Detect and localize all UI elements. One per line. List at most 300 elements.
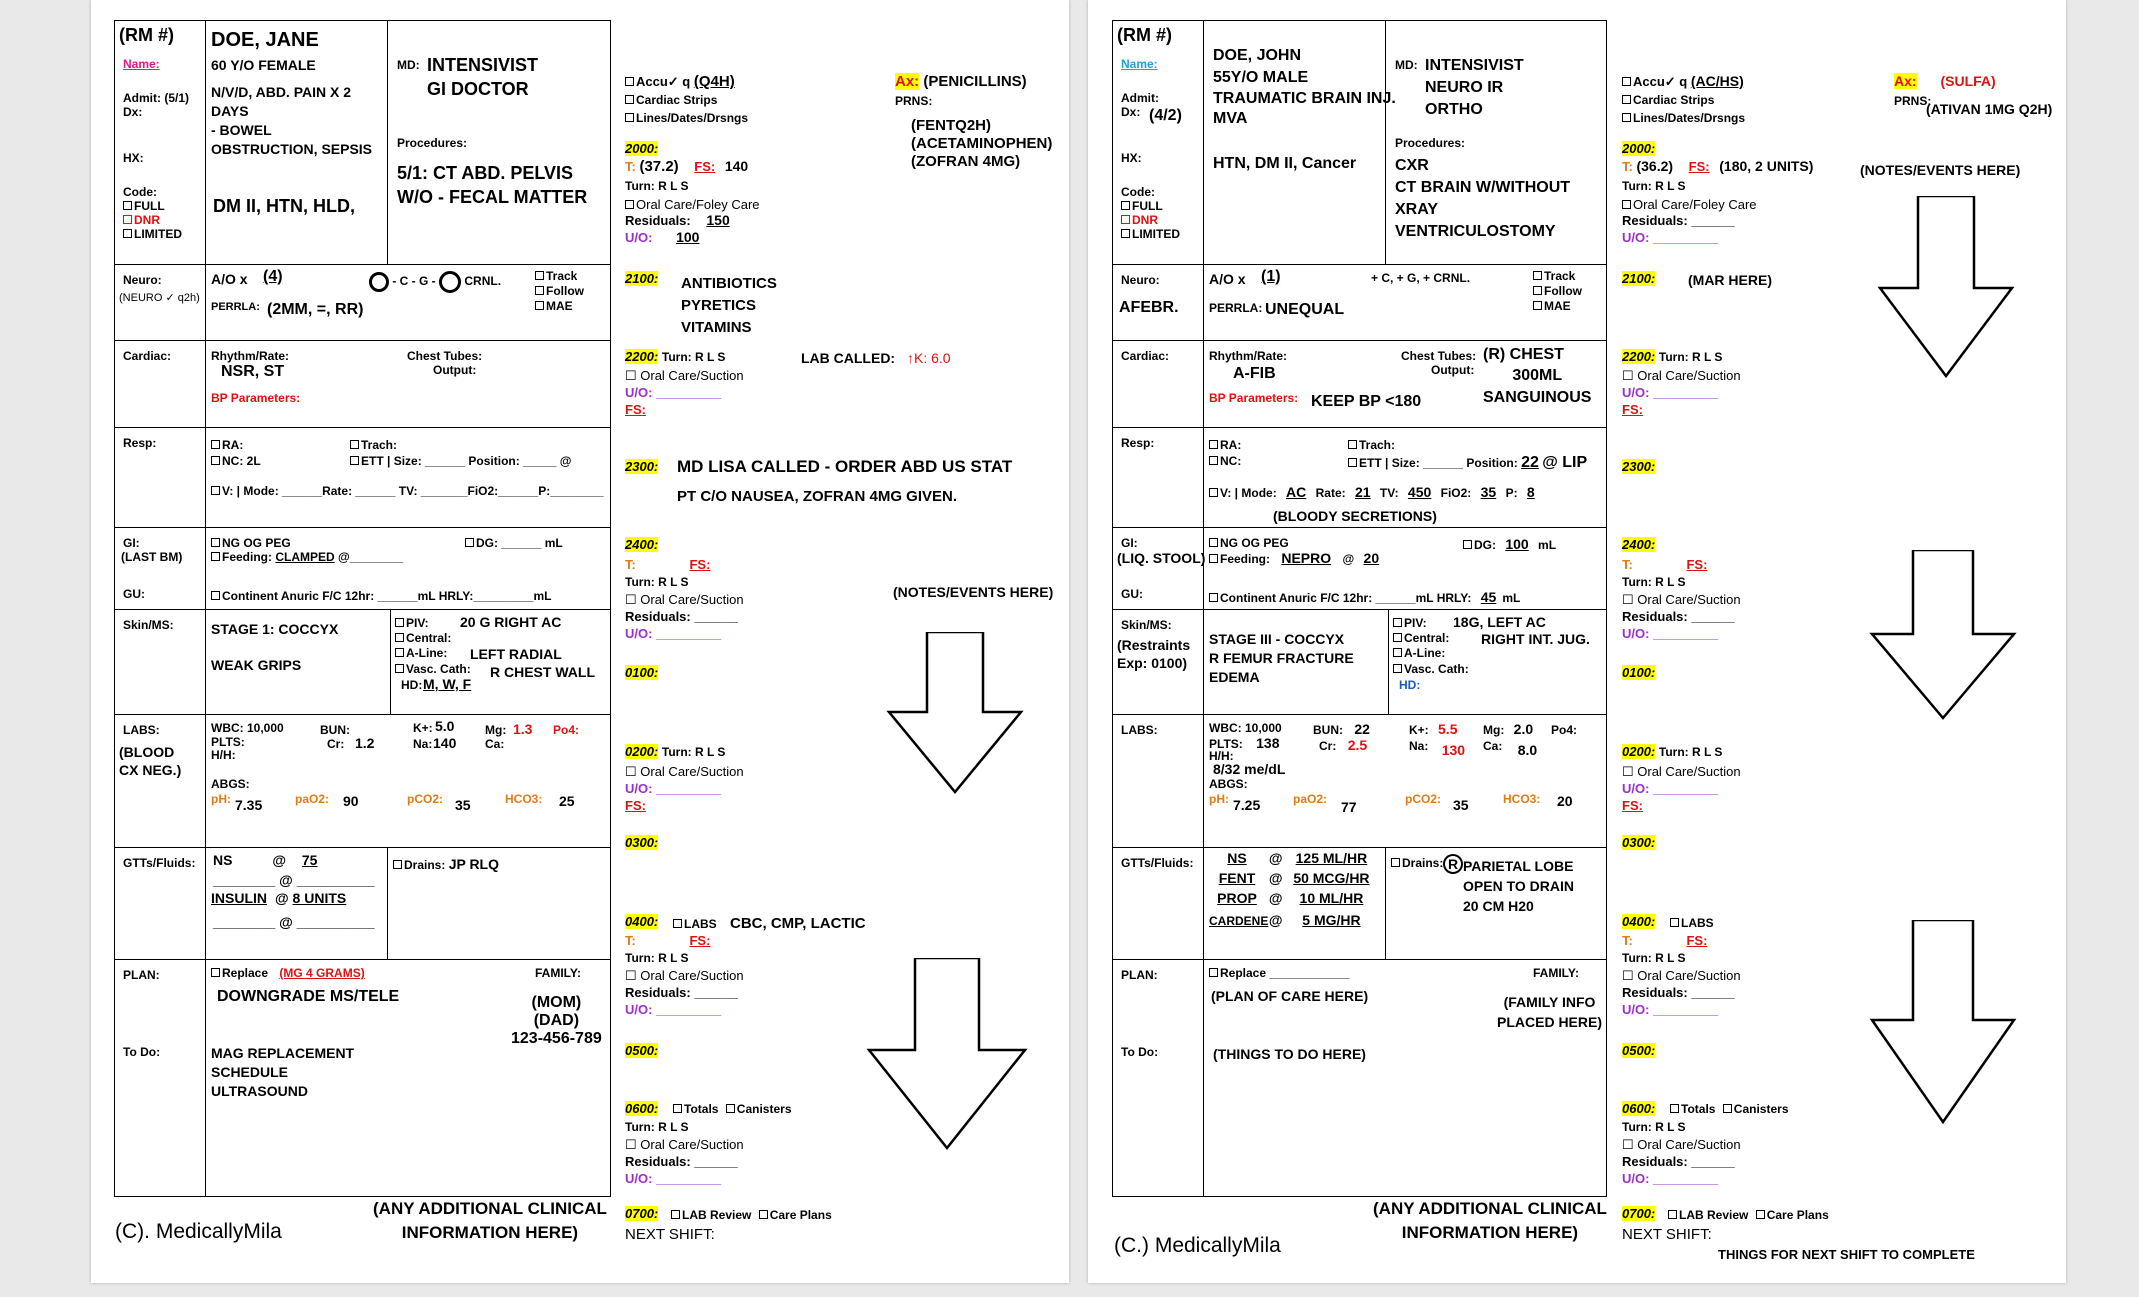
t2000-temp-value: (37.2): [639, 158, 679, 175]
col-divider: [1203, 610, 1204, 715]
skin-text: STAGE III - COCCYX R FEMUR FRACTURE EDEMA: [1209, 631, 1354, 685]
skin-text: STAGE 1: COCCYX WEAK GRIPS: [211, 621, 339, 673]
ax-label-text: Ax:: [895, 73, 920, 90]
t0400-residuals: Residuals: ______: [1622, 985, 1735, 1000]
room-number: (RM #): [119, 25, 174, 45]
left-sheet: [91, 0, 1069, 1283]
bp-params-label: BP Parameters:: [211, 391, 301, 405]
t0200-fs: FS:: [625, 798, 646, 813]
gu-ml: mL: [1502, 591, 1521, 605]
gu-line[interactable]: Continent Anuric F/C 12hr: ______mL HRLY:_________mL: [211, 589, 551, 603]
cr: Cr: 2.5: [1319, 737, 1368, 753]
next-shift: NEXT SHIFT:: [1622, 1226, 1712, 1243]
p-value: 8: [1526, 484, 1535, 500]
col-divider: [1203, 960, 1204, 1197]
t2000-residuals: Residuals: ______: [1622, 213, 1735, 228]
family-label: FAMILY:: [1533, 966, 1580, 980]
vasc-value: R CHEST WALL: [490, 664, 595, 680]
t0600-residuals: Residuals: ______: [1622, 1154, 1735, 1169]
replace-check[interactable]: Replace ____________: [1209, 966, 1349, 980]
col-divider: [205, 848, 206, 960]
t0600-totals[interactable]: Totals Canisters: [1670, 1101, 1789, 1118]
drains-check[interactable]: Drains:: [1391, 856, 1443, 870]
family-text: (FAMILY INFO PLACED HERE): [1497, 994, 1603, 1030]
gtt-value: 10 ML/HR: [1299, 890, 1364, 906]
nc-check[interactable]: NC:: [1209, 454, 1241, 468]
wbc: WBC: 10,000: [1209, 721, 1282, 735]
patient-age: 60 Y/O FEMALE: [211, 57, 316, 73]
labs-label: LABS:: [123, 723, 160, 737]
ao-value: (4): [263, 268, 283, 285]
rate-label: Rate:: [1315, 486, 1346, 500]
drains-check[interactable]: Drains: JP RLQ: [393, 856, 499, 872]
header-row: [1113, 21, 1606, 264]
canisters-label: Canisters: [1733, 1102, 1789, 1116]
gtts-row: [1113, 847, 1606, 960]
ph: pH:: [211, 792, 231, 806]
abgs: ABGS:: [1209, 777, 1248, 791]
nc-check[interactable]: NC: 2L: [211, 454, 261, 468]
cardiac-row: [115, 340, 610, 428]
gu-row: [115, 583, 610, 609]
t0400-oral[interactable]: ☐ Oral Care/Suction: [625, 968, 744, 983]
k: K+: 5.5: [1409, 721, 1458, 737]
bun: BUN: 22: [1313, 721, 1370, 737]
code-limited[interactable]: LIMITED: [1121, 227, 1180, 241]
cr: Cr:: [327, 737, 345, 751]
t0400-uo: U/O: _________: [625, 1002, 722, 1017]
t0700-review[interactable]: LAB Review Care Plans: [1668, 1207, 1829, 1224]
ett-check[interactable]: ETT | Size: ______ Position: _____ @: [350, 454, 571, 468]
t2100-text: ANTIBIOTICS PYRETICS VITAMINS: [681, 275, 777, 336]
fs-label: FS:: [694, 159, 716, 174]
gi-row: [1113, 527, 1606, 584]
rate-value: 21: [1354, 484, 1371, 500]
ng-og-peg[interactable]: NG OG PEG: [1209, 536, 1289, 550]
left-grid: [114, 20, 611, 1197]
hh-value: 8/32 me/dL: [1213, 761, 1286, 777]
central-value: RIGHT INT. JUG.: [1481, 631, 1590, 647]
time-0600: 0600:: [1622, 1101, 1656, 1116]
gtt-2-value: 8 UNITS: [292, 890, 347, 906]
ph-value: 7.25: [1233, 797, 1261, 813]
time-2200: 2200: Turn: R L S: [625, 349, 726, 364]
header-row: [115, 21, 610, 264]
resp-row: [1113, 427, 1606, 528]
gtt-name: CARDENE: [1209, 914, 1269, 928]
t2200-uo: U/O: _________: [1622, 385, 1719, 400]
dg-check[interactable]: DG: 100 mL: [1463, 536, 1556, 552]
drains-value: JP RLQ: [448, 856, 499, 872]
abgs: ABGS:: [211, 777, 250, 791]
skin-sub: (Restraints Exp: 0100): [1117, 637, 1191, 671]
gtt-label: GTTs/Fluids:: [1121, 856, 1194, 870]
labs-sub: (BLOOD CX NEG.): [119, 744, 182, 778]
gtt-label: GTTs/Fluids:: [123, 856, 196, 870]
bloody-secretions: (BLOODY SECRETIONS): [1273, 508, 1437, 524]
time-2400: 2400:: [1622, 537, 1656, 552]
time-2400: 2400:: [625, 537, 659, 552]
code-full[interactable]: FULL: [1121, 199, 1163, 213]
vasc-check[interactable]: Vasc. Cath:: [1393, 662, 1469, 676]
additional-info: (ANY ADDITIONAL CLINICAL INFORMATION HERE): [373, 1199, 607, 1242]
feeding-check[interactable]: Feeding: NEPRO @ 20: [1209, 550, 1379, 566]
ph-value: 7.35: [235, 797, 263, 813]
code-dnr[interactable]: DNR: [1121, 213, 1158, 227]
todo-label: To Do:: [1121, 1045, 1159, 1059]
gi-label: GI:: [123, 536, 140, 550]
ca: Ca:: [485, 737, 505, 751]
t0200-oral[interactable]: ☐ Oral Care/Suction: [625, 764, 744, 779]
code-dnr[interactable]: DNR: [123, 213, 160, 227]
dg-value: 100: [1505, 536, 1529, 552]
piv-check[interactable]: PIV:: [395, 616, 429, 630]
t0200-uo: U/O: _________: [625, 781, 722, 796]
gtt-1-value: 75: [301, 852, 318, 868]
t2300-text1: MD LISA CALLED - ORDER ABD US STAT: [677, 457, 1013, 476]
family-label: FAMILY:: [535, 966, 582, 980]
md-label: MD:: [397, 58, 420, 72]
t0400-turn: Turn: R L S: [1622, 951, 1686, 965]
col-divider-4: [1385, 848, 1386, 960]
t2000-fs-value: 140: [724, 158, 749, 174]
ra-check[interactable]: RA:: [211, 438, 243, 452]
t0400-labs[interactable]: LABS CBC, CMP, LACTIC: [673, 915, 866, 933]
gu-line[interactable]: Continent Anuric F/C 12hr: ______mL HRLY: 45 mL: [1209, 589, 1520, 605]
additional-info: (ANY ADDITIONAL CLINICAL INFORMATION HERE): [1373, 1199, 1607, 1242]
t2000-uo: U/O: _________: [1622, 230, 1719, 245]
track-check[interactable]: Track: [1533, 269, 1575, 283]
ao-label: A/O x: [1209, 271, 1246, 287]
down-arrow-icon: [1876, 196, 2016, 378]
resp-row: [115, 427, 610, 528]
copyright: (C.) MedicallyMila: [1114, 1234, 1281, 1257]
col-divider-3: [1388, 610, 1389, 715]
t2000-temp: T: (37.2) FS: 140: [625, 158, 749, 175]
fio2-value: 35: [1480, 484, 1497, 500]
mg-value: 1.3: [513, 721, 533, 737]
t2200-oral[interactable]: ☐ Oral Care/Suction: [625, 368, 744, 383]
prns-text: (ATIVAN 1MG Q2H): [1926, 101, 2053, 117]
central-check[interactable]: Central:: [1393, 631, 1449, 645]
vent-mode[interactable]: V: | Mode: ______Rate: ______ TV: _______FiO2:______P:________: [211, 484, 604, 498]
aline-check[interactable]: A-Line:: [395, 646, 447, 660]
gi-sub: (LAST BM): [121, 550, 183, 564]
feeding-value: CLAMPED: [275, 550, 335, 564]
output-label: Output:: [1431, 363, 1475, 377]
gtt-name: NS: [1227, 850, 1247, 866]
t0400-temp: T: FS:: [1622, 933, 1708, 948]
mae-check[interactable]: MAE: [535, 299, 573, 313]
fs-label: FS:: [1686, 557, 1708, 572]
lines-dates-check[interactable]: Lines/Dates/Drsngs: [625, 110, 748, 127]
col-divider: [1203, 265, 1204, 341]
t0700-review[interactable]: LAB Review Care Plans: [671, 1207, 832, 1224]
plan-text: DOWNGRADE MS/TELE: [217, 988, 400, 1005]
perrla-value: UNEQUAL: [1265, 301, 1345, 318]
bp-params-label: BP Parameters:: [1209, 391, 1299, 405]
k: K+:: [413, 721, 433, 735]
t0200-fs: FS:: [1622, 798, 1643, 813]
fs-label: FS:: [1686, 933, 1708, 948]
code-limited[interactable]: LIMITED: [123, 227, 182, 241]
accu-value: (Q4H): [693, 73, 735, 90]
cgp-text: - C - G -: [392, 274, 436, 289]
prns-label: PRNS:: [895, 94, 933, 108]
down-arrow-icon: [885, 632, 1025, 794]
gtt-item: PROP @ 10 ML/HR: [1209, 890, 1376, 912]
piv-check[interactable]: PIV:: [1393, 616, 1427, 630]
gtts-row: [115, 847, 610, 960]
hx-text: DM II, HTN, HLD,: [213, 196, 355, 216]
feeding-check[interactable]: Feeding: CLAMPED @________: [211, 550, 403, 564]
t0400-labs[interactable]: LABS: [1670, 915, 1714, 932]
t0600-residuals: Residuals: ______: [625, 1154, 738, 1169]
aline-check[interactable]: A-Line:: [1393, 646, 1445, 660]
mae-check[interactable]: MAE: [1533, 299, 1571, 313]
ax-label-text: Ax:: [1894, 73, 1917, 89]
fio2-label: FiO2:: [1440, 486, 1472, 500]
cardiac-strips-check[interactable]: Cardiac Strips: [625, 92, 717, 109]
gtt-name: PROP: [1217, 890, 1257, 906]
perrla-label: PERRLA:: [211, 301, 260, 313]
gu-row: [1113, 583, 1606, 609]
t2400-uo: U/O: _________: [625, 626, 722, 641]
trach-check[interactable]: Trach:: [1348, 438, 1395, 452]
pao2: paO2:: [1293, 792, 1328, 806]
name-label: Name:: [1121, 57, 1158, 71]
rhythm-value: NSR, ST: [221, 363, 285, 380]
p-label: P:: [1505, 486, 1518, 500]
gtt-blank-2: ________ @ __________: [213, 914, 375, 930]
gi-sub: (LIQ. STOOL): [1117, 550, 1206, 566]
next-shift-text: THINGS FOR NEXT SHIFT TO COMPLETE: [1718, 1247, 1975, 1262]
hco3: HCO3:: [505, 792, 543, 806]
k-value: 5.0: [435, 718, 455, 734]
cgp: [369, 271, 501, 293]
neuro-row: [115, 264, 610, 341]
lines-dates-check[interactable]: Lines/Dates/Drsngs: [1622, 110, 1745, 127]
rhythm-value: A-FIB: [1233, 365, 1276, 382]
procedures-text: CXR CT BRAIN W/WITHOUT XRAY VENTRICULOSTOMY: [1395, 157, 1571, 240]
procedures-label: Procedures:: [397, 136, 468, 150]
t2200-uo: U/O: _________: [625, 385, 722, 400]
t2000-residuals: Residuals: 150: [625, 212, 730, 228]
code-full[interactable]: FULL: [123, 199, 165, 213]
dg-check[interactable]: DG: ______ mL: [465, 536, 563, 550]
po4: Po4:: [1551, 723, 1578, 737]
t0400-labs-value: CBC, CMP, LACTIC: [730, 915, 866, 932]
time-0100: 0100:: [625, 665, 659, 680]
accu-check[interactable]: Accu✓ q (Q4H): [625, 73, 735, 90]
plts: PLTS: 138: [1209, 735, 1280, 751]
admit-dx-label: Admit: Dx:: [1121, 91, 1159, 119]
t2400-uo: U/O: _________: [1622, 626, 1719, 641]
t0400-oral[interactable]: ☐ Oral Care/Suction: [1622, 968, 1741, 983]
canisters-label: Canisters: [736, 1102, 792, 1116]
vasc-check[interactable]: Vasc. Cath:: [395, 662, 471, 676]
t2000-turn: Turn: R L S: [1622, 179, 1686, 193]
ax-label: [1894, 73, 1996, 90]
t0400-residuals: Residuals: ______: [625, 985, 738, 1000]
name-label: Name:: [123, 57, 160, 71]
col-divider: [205, 265, 206, 341]
col-divider: [205, 21, 206, 264]
col-divider: [1203, 715, 1204, 848]
t0200-uo: U/O: _________: [1622, 781, 1719, 796]
hco3-value: 25: [559, 793, 575, 809]
labs-row: [1113, 714, 1606, 848]
patient-age: 55Y/O MALE: [1213, 69, 1309, 86]
bp-value: KEEP BP <180: [1311, 393, 1422, 410]
code-label: Code:: [1121, 185, 1155, 199]
chest-tubes-value: (R) CHEST: [1483, 346, 1564, 363]
skin-label: Skin/MS:: [1121, 618, 1172, 632]
cardiac-strips-check[interactable]: Cardiac Strips: [1622, 92, 1714, 109]
vent-mode[interactable]: V: | Mode: AC Rate: 21 TV: 450 FiO2: 35 P: 8: [1209, 484, 1541, 500]
central-check[interactable]: Central:: [395, 631, 451, 645]
down-arrow-icon: [865, 958, 1029, 1150]
col-divider: [205, 610, 206, 715]
t0200-oral[interactable]: ☐ Oral Care/Suction: [1622, 764, 1741, 779]
crnl-text: CRNL.: [464, 274, 502, 289]
track-check[interactable]: Track: [535, 269, 577, 283]
patient-name: DOE, JOHN: [1213, 47, 1302, 64]
lab-called: LAB CALLED: ↑K: 6.0: [801, 350, 951, 366]
t2100-text: (MAR HERE): [1688, 272, 1772, 288]
time-0400: 0400:: [625, 914, 659, 929]
cr-value: 1.2: [355, 735, 375, 751]
t0400-uo: U/O: _________: [1622, 1002, 1719, 1017]
chest-tubes-label: Chest Tubes:: [1401, 349, 1477, 363]
time-0200: 0200: Turn: R L S: [625, 744, 726, 759]
t2000-turn: Turn: R L S: [625, 179, 689, 193]
labs-row: [115, 714, 610, 848]
gtt-item: FENT @ 50 MCG/HR: [1209, 870, 1376, 890]
todo-text: (THINGS TO DO HERE): [1213, 1046, 1366, 1062]
col-divider: [1203, 848, 1204, 960]
t2000-temp-value: (36.2): [1636, 158, 1674, 174]
rhythm-label: Rhythm/Rate:: [1209, 349, 1288, 363]
t0600-turn: Turn: R L S: [625, 1120, 689, 1134]
drains-r: R: [1443, 854, 1463, 874]
t2000-res-value: 150: [706, 212, 730, 228]
mg: Mg:: [485, 723, 507, 737]
tv-value: 450: [1407, 484, 1432, 500]
perrla-value: (2MM, =, RR): [267, 301, 364, 318]
ett-position: 22: [1521, 454, 1539, 471]
replace-check[interactable]: Replace (MG 4 GRAMS): [211, 966, 365, 980]
na: Na:: [413, 737, 433, 751]
ax-value: (PENICILLINS): [923, 73, 1027, 90]
gtt-value: 5 MG/HR: [1302, 912, 1361, 928]
t2000-oral[interactable]: Oral Care/Foley Care: [1622, 196, 1757, 213]
col-divider-2: [387, 21, 388, 264]
pco2: pCO2:: [1405, 792, 1441, 806]
pao2: paO2:: [295, 792, 330, 806]
t0600-oral[interactable]: ☐ Oral Care/Suction: [625, 1137, 744, 1152]
col-divider: [1203, 341, 1204, 428]
gi-label: GI:: [1121, 536, 1138, 550]
resp-label: Resp:: [1121, 436, 1155, 450]
col-divider: [205, 715, 206, 848]
ao-value: (1): [1261, 268, 1281, 285]
t2400-oral[interactable]: ☐ Oral Care/Suction: [625, 592, 744, 607]
na-value: 130: [1441, 742, 1466, 758]
todo-text: MAG REPLACEMENT SCHEDULE ULTRASOUND: [211, 1045, 355, 1099]
t2400-oral[interactable]: ☐ Oral Care/Suction: [1622, 592, 1741, 607]
t2200-oral[interactable]: ☐ Oral Care/Suction: [1622, 368, 1741, 383]
t0600-totals[interactable]: Totals Canisters: [673, 1101, 792, 1118]
pco2-value: 35: [455, 797, 471, 813]
cr-value: 2.5: [1347, 737, 1368, 753]
ng-og-peg[interactable]: NG OG PEG: [211, 536, 291, 550]
trach-check[interactable]: Trach:: [350, 438, 397, 452]
t2400-temp: T: FS:: [625, 557, 711, 572]
plts: PLTS:: [211, 735, 245, 749]
follow-check[interactable]: Follow: [1533, 284, 1582, 298]
output-label: Output:: [433, 363, 477, 377]
gu-label: GU:: [123, 587, 145, 601]
neuro-sub: AFEBR.: [1119, 299, 1179, 316]
chest-tubes-label: Chest Tubes:: [407, 349, 483, 363]
col-divider: [1203, 583, 1204, 609]
accu-check[interactable]: Accu✓ q (AC/HS): [1622, 73, 1744, 90]
t2000-oral[interactable]: Oral Care/Foley Care: [625, 196, 760, 213]
col-divider: [1203, 21, 1204, 264]
time-0200: 0200: Turn: R L S: [1622, 744, 1723, 759]
accu-value: (AC/HS): [1690, 73, 1744, 89]
resp-label: Resp:: [123, 436, 157, 450]
time-2000: 2000:: [1622, 141, 1656, 156]
t0600-oral[interactable]: ☐ Oral Care/Suction: [1622, 1137, 1741, 1152]
md-text: INTENSIVIST NEURO IR ORTHO: [1425, 57, 1524, 118]
follow-check[interactable]: Follow: [535, 284, 584, 298]
prns-label: PRNS:: [1894, 94, 1932, 108]
hh: H/H:: [1209, 749, 1234, 763]
bun: BUN:: [320, 723, 350, 737]
room-number: (RM #): [1117, 25, 1172, 45]
neuro-label: Neuro:: [1121, 273, 1160, 287]
tv-label: TV:: [1379, 486, 1399, 500]
t2000-uo: U/O: 100: [625, 229, 700, 245]
time-2200: 2200: Turn: R L S: [1622, 349, 1723, 364]
right-sheet: [1088, 0, 2066, 1283]
t2400-turn: Turn: R L S: [625, 575, 689, 589]
time-0500: 0500:: [625, 1043, 659, 1058]
po4: Po4:: [553, 723, 580, 737]
notes-here: (NOTES/EVENTS HERE): [893, 584, 1054, 600]
copyright: (C). MedicallyMila: [115, 1220, 282, 1243]
lab-called-value: ↑K: 6.0: [907, 350, 951, 366]
gu-hrly-value: 45: [1480, 589, 1497, 605]
procedures-text: 5/1: CT ABD. PELVIS W/O - FECAL MATTER: [397, 163, 588, 207]
hx-text: HTN, DM II, Cancer: [1213, 155, 1357, 172]
pao2-value: 77: [1341, 799, 1357, 815]
hco3-value: 20: [1557, 793, 1573, 809]
feeding-at: @________: [338, 550, 404, 564]
cardiac-label: Cardiac:: [1121, 349, 1170, 363]
piv-value: 18G, LEFT AC: [1453, 614, 1546, 630]
crnl: + C, + G, + CRNL.: [1371, 271, 1471, 285]
feeding-value: NEPRO: [1281, 550, 1332, 566]
vent-mode-value: AC: [1286, 484, 1307, 500]
time-0700: 0700:: [1622, 1206, 1656, 1221]
ett-check[interactable]: ETT | Size: ______ Position: 22 @ LIP: [1348, 454, 1587, 472]
t2400-temp: T: FS:: [1622, 557, 1708, 572]
ra-check[interactable]: RA:: [1209, 438, 1241, 452]
ett-lip: @ LIP: [1542, 454, 1588, 471]
